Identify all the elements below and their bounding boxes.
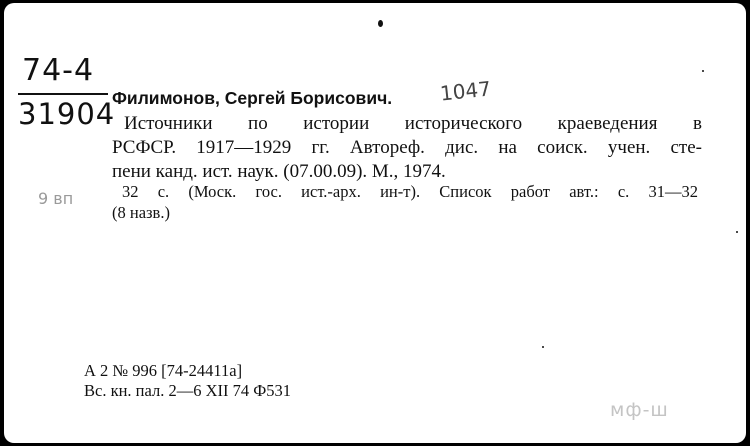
call-number-divider (18, 93, 108, 95)
call-number-top: 74-4 (22, 53, 95, 88)
ink-speck (378, 20, 383, 27)
physical-description (112, 181, 698, 223)
detail-line: (8 назв.) (112, 203, 170, 222)
footer-line: Вс. кн. пал. 2—6 XII 74 Ф531 (84, 381, 292, 400)
footer-line: А 2 № 996 [74-24411а] (84, 361, 243, 380)
card-footer (84, 361, 291, 401)
catalog-card (4, 3, 746, 443)
title-block (112, 112, 702, 184)
ink-speck (542, 346, 544, 348)
handwritten-corner-note: мф-ш (610, 399, 669, 421)
ink-speck (736, 231, 738, 233)
title-line: Источники по истории исторического краеведения в (124, 113, 702, 134)
ink-speck (702, 70, 704, 72)
handwritten-side-note: 9 вп (38, 189, 74, 208)
title-line: РСФСР. 1917—1929 гг. Автореф. дис. на соиск. учен. сте- (112, 137, 702, 158)
title-line: пени канд. ист. наук. (07.00.09). М., 1974. (112, 161, 446, 182)
detail-line: 32 с. (Моск. гос. ист.-арх. ин-т). Список работ авт.: с. 31—32 (122, 182, 698, 201)
handwritten-year-note: 1047 (438, 76, 493, 106)
call-number-bottom: 31904 (18, 97, 116, 131)
author-heading: Филимонов, Сергей Борисович. (112, 88, 393, 108)
